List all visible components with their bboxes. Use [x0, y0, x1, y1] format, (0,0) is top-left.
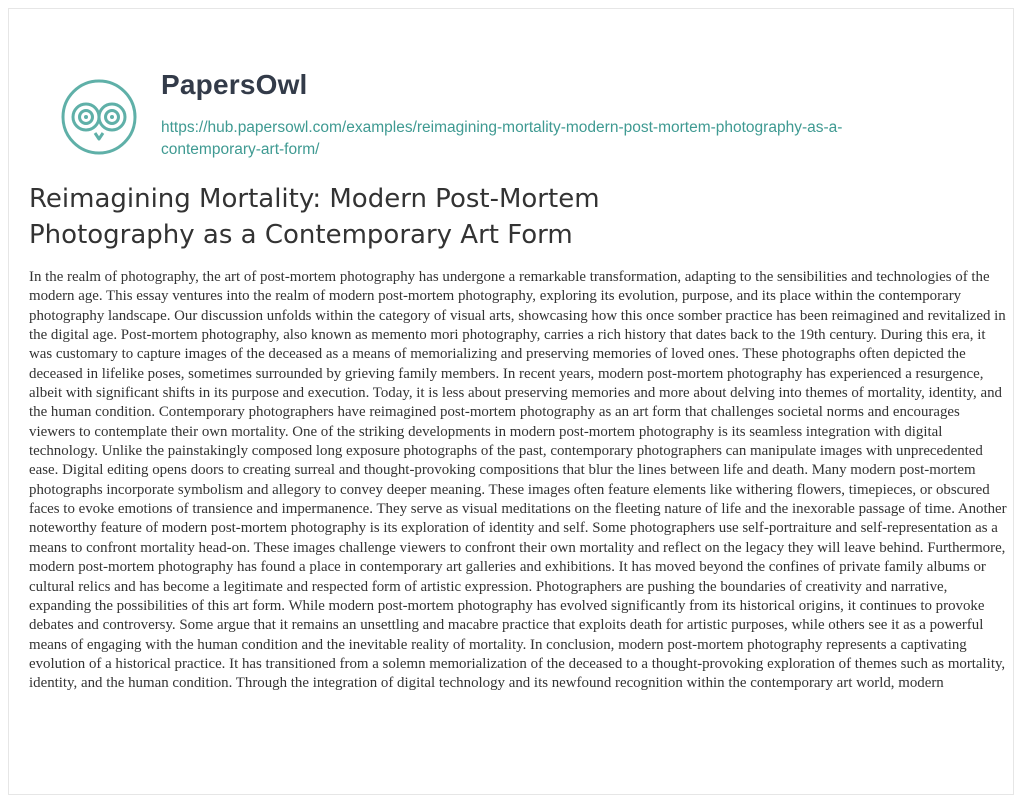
owl-logo-icon [59, 77, 139, 157]
brand-name: PapersOwl [161, 69, 308, 100]
essay-body: In the realm of photography, the art of post-mortem photography has undergone a remarkable transformation, adapting to the sensibilities and technologies of the modern age. This essay ventures into the realm of modern post-mortem photography, exploring its evolution, purpose, and its place within the contemporary photography landscape. Our discussion unfolds within the category of visual arts, showcasing how this once somber practice has been reimagined and revitalized in the digital age. Post-mortem photography, also known as memento mori photography, carries a rich history that dates back to the 19th century. During this era, it was customary to capture images of the deceased as a means of memorializing and preserving memories of loved ones. These photographs often depicted the deceased in lifelike poses, sometimes surrounded by grieving family members. In recent years, modern post-mortem photography has experienced a resurgence, albeit with significant shifts in its purpose and execution. Today, it is less about preserving memories and more about delving into themes of mortality, identity, and the human condition. Contemporary photographers have reimagined post-mortem photography as an art form that challenges societal norms and encourages viewers to contemplate their own mortality. One of the striking developments in modern post-mortem photography is its seamless integration with digital technology. Unlike the painstakingly composed long exposure photographs of the past, contemporary photographers can manipulate images with unprecedented ease. Digital editing opens doors to creating surreal and thought-provoking compositions that blur the lines between life and death. Many modern post-mortem photographs incorporate symbolism and allegory to convey deeper meaning. These images often feature elements like withering flowers, timepieces, or obscured faces to evoke emotions of transience and impermanence. They serve as visual meditations on the fleeting nature of life and the inexorable passage of time. Another noteworthy feature of modern post-mortem photography is its exploration of identity and self. Some photographers use self-portraiture and self-representation as a means to confront mortality head-on. These images challenge viewers to confront their own mortality and reflect on the legacy they will leave behind. Furthermore, modern post-mortem photography has found a place in contemporary art galleries and exhibitions. It has moved beyond the confines of private family albums or cultural relics and has become a legitimate and respected form of artistic expression. Photographers are pushing the boundaries of creativity and narrative, expanding the possibilities of this art form. While modern post-mortem photography has evolved significantly from its historical origins, it continues to provoke debates and controversy. Some argue that it remains an unsettling and macabre practice that exploits death for artistic purposes, while others see it as a powerful means of engaging with the human condition and the inevitable reality of mortality. In conclusion, modern post-mortem photography represents a captivating evolution of a historical practice. It has transitioned from a solemn memorialization of the deceased to a thought-provoking exploration of themes such as mortality, identity, and the human condition. Through the integration of digital technology and its newfound recognition within the contemporary art world, modern [29, 269, 1007, 692]
document-frame [8, 8, 1014, 795]
page-title: Reimagining Mortality: Modern Post-Mortem Photography as a Contemporary Art Form [29, 184, 600, 250]
header [59, 69, 959, 179]
document-url-link[interactable]: https://hub.papersowl.com/examples/reimagining-mortality-modern-post-mortem-photography-as-a-contemporary-art-form/ [161, 119, 843, 158]
